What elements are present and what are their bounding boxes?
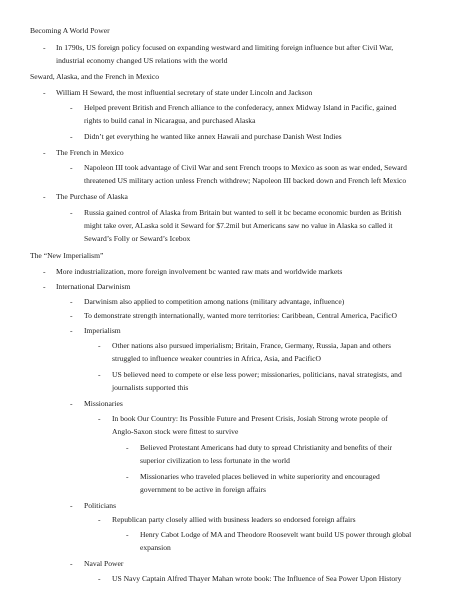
heading-new-imperialism: The “New Imperialism” <box>30 251 104 260</box>
text-line: industrial economy changed US relations with the world <box>56 56 228 65</box>
bullet-dash: - <box>98 370 101 379</box>
bullet-dash: - <box>70 208 73 217</box>
bullet-dash: - <box>70 103 73 112</box>
heading-becoming-a-world-power: Becoming A World Power <box>30 26 110 35</box>
text-line: US believed need to compete or else less power; missionaries, politicians, naval strategists, and <box>112 370 402 379</box>
text-line: The French in Mexico <box>56 148 124 157</box>
text-line: In book Our Country: Its Possible Future and Present Crisis, Josiah Strong wrote people of <box>112 414 388 423</box>
text-line: Napoleon III took advantage of Civil War and sent French troops to Mexico as soon as war ended, Seward <box>84 163 407 172</box>
text-line: Missionaries <box>84 399 123 408</box>
bullet-dash: - <box>98 341 101 350</box>
text-line: International Darwinism <box>56 282 131 291</box>
bullet-dash: - <box>70 326 73 335</box>
text-line: More industrialization, more foreign involvement bc wanted raw mats and worldwide markets <box>56 267 343 276</box>
text-line: Anglo-Saxon stock were fittest to survive <box>112 427 239 436</box>
bullet-dash: - <box>70 163 73 172</box>
text-line: Other nations also pursued imperialism; Britain, France, Germany, Russia, Japan and others <box>112 341 391 350</box>
text-line: The Purchase of Alaska <box>56 192 128 201</box>
bullet-dash: - <box>126 530 129 539</box>
bullet-dash: - <box>43 88 46 97</box>
text-line: government to be active in foreign affairs <box>140 485 266 494</box>
text-line: William H Seward, the most influential secretary of state under Lincoln and Jackson <box>56 88 313 97</box>
text-line: Didn’t get everything he wanted like annex Hawaii and purchase Danish West Indies <box>84 132 342 141</box>
text-line: threatened US military action unless French withdrew; Napoleon III backed down and French left Mexico <box>84 176 407 185</box>
text-line: Naval Power <box>84 559 124 568</box>
text-line: Darwinism also applied to competition among nations (military advantage, influence) <box>84 297 345 306</box>
text-line: might take over, ALaska sold it Seward for $7.2mil but Americans saw no value in Alaska so called it <box>84 221 393 230</box>
text-line: Helped prevent British and French alliance to the confederacy, annex Midway Island in Pacific, gained <box>84 103 397 112</box>
heading-seward-alaska-french: Seward, Alaska, and the French in Mexico <box>30 72 160 81</box>
bullet-dash: - <box>98 515 101 524</box>
bullet-dash: - <box>43 282 46 291</box>
bullet-dash: - <box>70 297 73 306</box>
text-line: expansion <box>140 543 171 552</box>
text-line: To demonstrate strength internationally, wanted more territories: Caribbean, Central America, PacificO <box>84 311 397 320</box>
text-line: Republican party closely allied with business leaders so endorsed foreign affairs <box>112 515 356 524</box>
text-line: Politicians <box>84 501 117 510</box>
bullet-dash: - <box>126 443 129 452</box>
text-line: US Navy Captain Alfred Thayer Mahan wrote book: The Influence of Sea Power Upon History <box>112 574 402 583</box>
bullet-dash: - <box>70 559 73 568</box>
bullet-dash: - <box>70 311 73 320</box>
bullet-dash: - <box>70 501 73 510</box>
bullet-dash: - <box>43 148 46 157</box>
bullet-dash: - <box>43 192 46 201</box>
text-line: struggled to influence weaker countries in Africa, Asia, and PacificO <box>112 354 321 363</box>
bullet-dash: - <box>70 399 73 408</box>
text-line: journalists supported this <box>112 383 189 392</box>
bullet-dash: - <box>43 267 46 276</box>
text-line: Missionaries who traveled places believed in white superiority and encouraged <box>140 472 380 481</box>
bullet-dash: - <box>98 574 101 583</box>
text-line: Imperialism <box>84 326 121 335</box>
bullet-dash: - <box>98 414 101 423</box>
text-line: superior civilization to less fortunate in the world <box>140 456 290 465</box>
text-line: Russia gained control of Alaska from Britain but wanted to sell it bc became economic burden as British <box>84 208 402 217</box>
bullet-dash: - <box>43 43 46 52</box>
text-line: Henry Cabot Lodge of MA and Theodore Roosevelt want build US power through global <box>140 530 412 539</box>
text-line: rights to build canal in Nicaragua, and purchased Alaska <box>84 116 256 125</box>
bullet-dash: - <box>126 472 129 481</box>
text-line: In 1790s, US foreign policy focused on expanding westward and limiting foreign influence but after Civil War, <box>56 43 394 52</box>
text-line: Believed Protestant Americans had duty to spread Christianity and benefits of their <box>140 443 393 452</box>
bullet-dash: - <box>70 132 73 141</box>
text-line: Seward’s Folly or Seward’s Icebox <box>84 234 191 243</box>
